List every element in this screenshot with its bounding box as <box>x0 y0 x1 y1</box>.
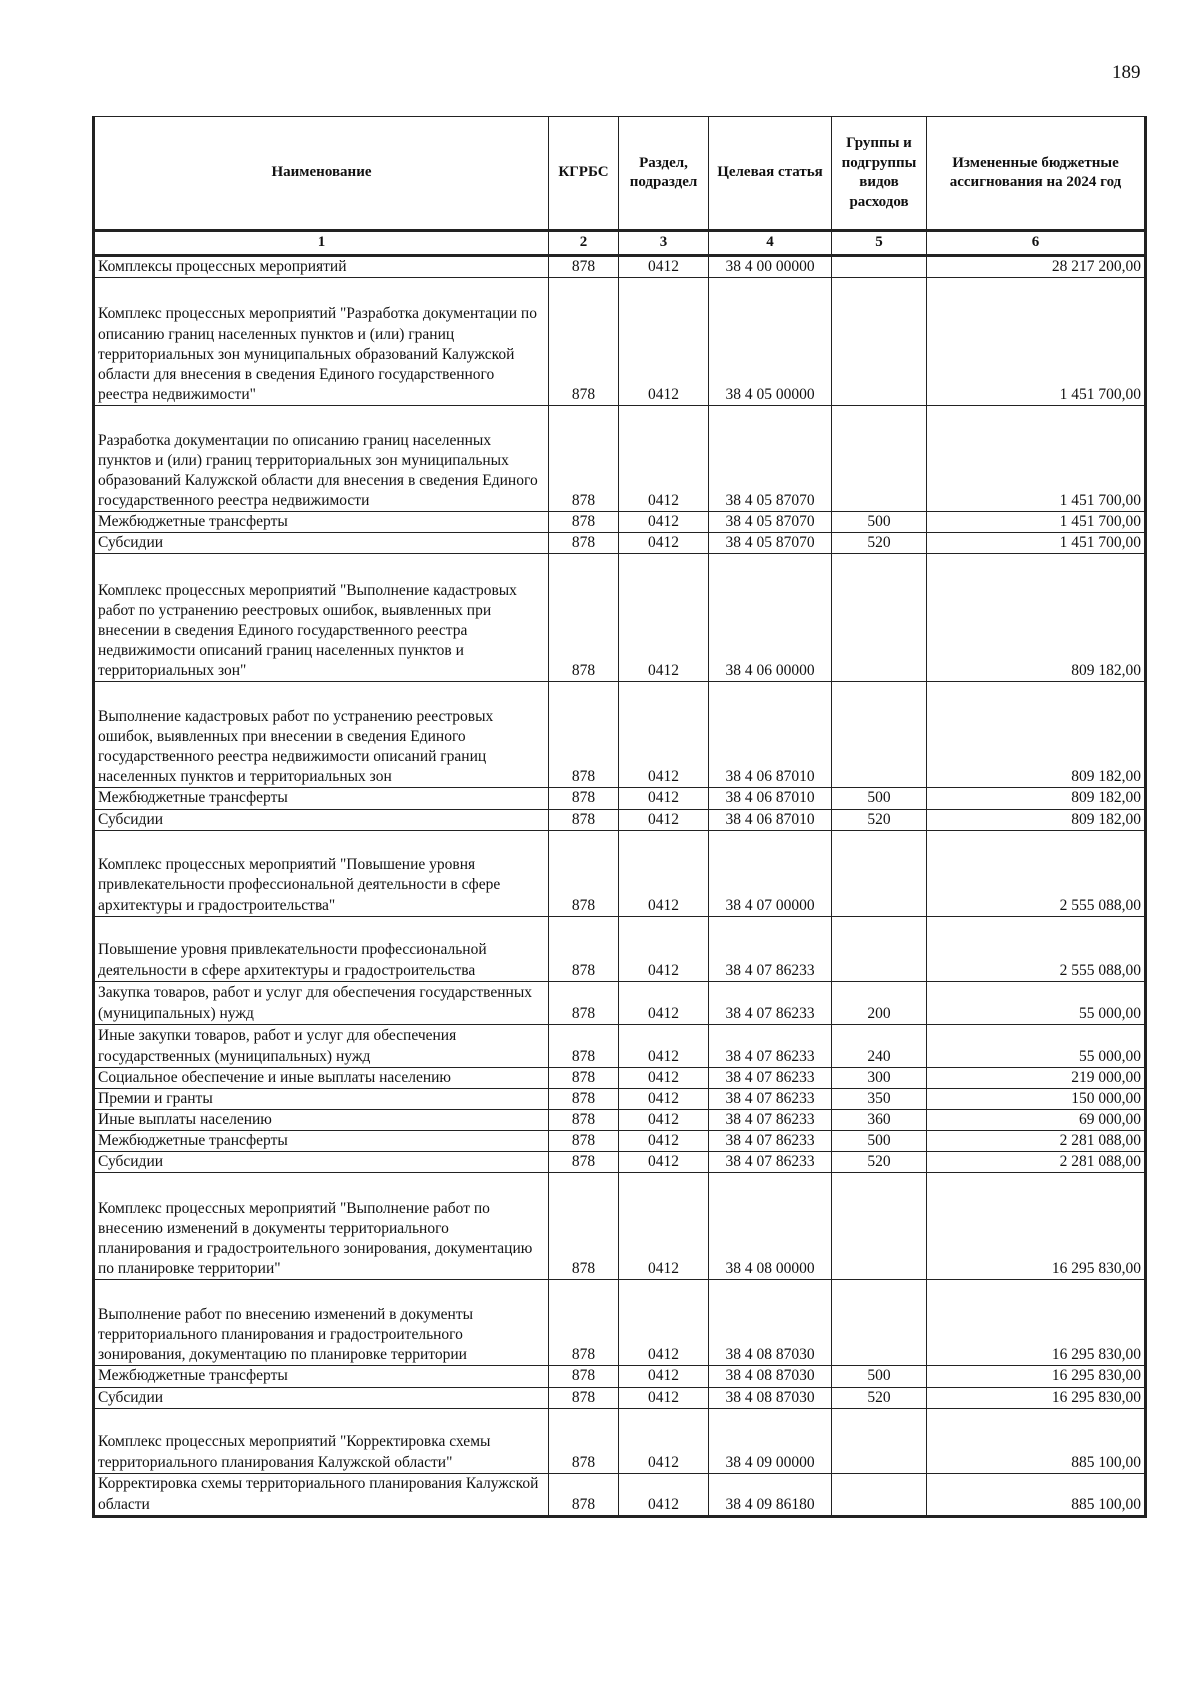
row-target-article: 38 4 00 00000 <box>709 256 832 278</box>
row-expense-group <box>832 1173 927 1280</box>
row-name: Комплекс процессных мероприятий "Выполнение работ по внесению изменений в документы территориального планирования и градостроительного зонирования, документацию по планировке территории" <box>94 1173 549 1280</box>
row-target-article: 38 4 08 87030 <box>709 1280 832 1366</box>
row-target-article: 38 4 08 00000 <box>709 1173 832 1280</box>
row-kgrbs: 878 <box>549 1131 619 1152</box>
table-row <box>94 533 1146 554</box>
row-section: 0412 <box>619 682 709 788</box>
table-row <box>94 981 1146 1024</box>
row-expense-group <box>832 1473 927 1516</box>
table-row <box>94 1173 1146 1280</box>
row-expense-group <box>832 1408 927 1473</box>
row-target-article: 38 4 06 00000 <box>709 554 832 682</box>
row-kgrbs: 878 <box>549 1408 619 1473</box>
row-expense-group: 520 <box>832 533 927 554</box>
row-kgrbs: 878 <box>549 278 619 406</box>
row-section: 0412 <box>619 1109 709 1130</box>
row-amount: 16 295 830,00 <box>927 1366 1146 1387</box>
row-expense-group <box>832 278 927 406</box>
row-name: Субсидии <box>94 1152 549 1173</box>
row-kgrbs: 878 <box>549 1088 619 1109</box>
row-amount: 28 217 200,00 <box>927 256 1146 278</box>
row-section: 0412 <box>619 916 709 981</box>
table-row <box>94 1131 1146 1152</box>
row-section: 0412 <box>619 512 709 533</box>
header-target-article: Целевая статья <box>709 117 832 231</box>
row-expense-group <box>832 830 927 916</box>
row-kgrbs: 878 <box>549 1067 619 1088</box>
row-section: 0412 <box>619 406 709 512</box>
row-name: Субсидии <box>94 809 549 830</box>
row-name: Выполнение работ по внесению изменений в документы территориального планирования и градостроительного зонирования, документацию по планировке территории <box>94 1280 549 1366</box>
row-kgrbs: 878 <box>549 1280 619 1366</box>
row-kgrbs: 878 <box>549 533 619 554</box>
row-kgrbs: 878 <box>549 809 619 830</box>
table-row <box>94 406 1146 512</box>
row-amount: 1 451 700,00 <box>927 533 1146 554</box>
table-row <box>94 1408 1146 1473</box>
row-name: Социальное обеспечение и иные выплаты населению <box>94 1067 549 1088</box>
row-target-article: 38 4 09 86180 <box>709 1473 832 1516</box>
row-name: Выполнение кадастровых работ по устранению реестровых ошибок, выявленных при внесении в сведения Единого государственного реестра недвижимости описаний границ населенных пунктов и территориальных зон <box>94 682 549 788</box>
row-expense-group <box>832 256 927 278</box>
row-name: Межбюджетные трансферты <box>94 1366 549 1387</box>
header-kgrbs: КГРБС <box>549 117 619 231</box>
table-row <box>94 916 1146 981</box>
row-amount: 885 100,00 <box>927 1408 1146 1473</box>
row-expense-group <box>832 406 927 512</box>
table-row <box>94 278 1146 406</box>
row-expense-group <box>832 682 927 788</box>
row-amount: 809 182,00 <box>927 682 1146 788</box>
row-target-article: 38 4 07 86233 <box>709 1152 832 1173</box>
row-expense-group: 350 <box>832 1088 927 1109</box>
row-name: Комплекс процессных мероприятий "Разработка документации по описанию границ населенных пунктов и (или) границ территориальных зон муниципальных образований Калужской области для внесения в сведения Единого государственного реестра недвижимости" <box>94 278 549 406</box>
row-name: Комплекс процессных мероприятий "Выполнение кадастровых работ по устранению реестровых ошибок, выявленных при внесении в сведения Единого государственного реестра недвижимости описаний границ населенных пунктов и территориальных зон" <box>94 554 549 682</box>
row-amount: 885 100,00 <box>927 1473 1146 1516</box>
table-row <box>94 554 1146 682</box>
row-target-article: 38 4 07 86233 <box>709 1067 832 1088</box>
row-expense-group <box>832 1280 927 1366</box>
table-body <box>94 256 1146 1517</box>
row-target-article: 38 4 07 86233 <box>709 916 832 981</box>
row-expense-group: 520 <box>832 809 927 830</box>
budget-allocation-table <box>92 116 1147 1518</box>
row-section: 0412 <box>619 256 709 278</box>
row-name: Иные закупки товаров, работ и услуг для обеспечения государственных (муниципальных) нужд <box>94 1024 549 1067</box>
row-amount: 809 182,00 <box>927 554 1146 682</box>
header-row <box>94 117 1146 231</box>
row-amount: 2 555 088,00 <box>927 830 1146 916</box>
table-row <box>94 1387 1146 1408</box>
row-amount: 16 295 830,00 <box>927 1173 1146 1280</box>
row-target-article: 38 4 07 00000 <box>709 830 832 916</box>
row-target-article: 38 4 06 87010 <box>709 809 832 830</box>
table-row <box>94 1088 1146 1109</box>
table-row <box>94 1473 1146 1516</box>
header-expense-groups: Группы и подгруппы видов расходов <box>832 117 927 231</box>
column-number: 2 <box>549 231 619 256</box>
row-section: 0412 <box>619 1088 709 1109</box>
row-target-article: 38 4 08 87030 <box>709 1366 832 1387</box>
table-row <box>94 512 1146 533</box>
row-kgrbs: 878 <box>549 1024 619 1067</box>
row-kgrbs: 878 <box>549 1152 619 1173</box>
row-amount: 2 555 088,00 <box>927 916 1146 981</box>
row-expense-group: 200 <box>832 981 927 1024</box>
column-number-row <box>94 231 1146 256</box>
row-amount: 1 451 700,00 <box>927 406 1146 512</box>
row-target-article: 38 4 06 87010 <box>709 682 832 788</box>
row-section: 0412 <box>619 1408 709 1473</box>
row-name: Корректировка схемы территориального планирования Калужской области <box>94 1473 549 1516</box>
table-row <box>94 1024 1146 1067</box>
row-amount: 2 281 088,00 <box>927 1152 1146 1173</box>
row-section: 0412 <box>619 1067 709 1088</box>
header-allocations: Измененные бюджетные ассигнования на 2024 год <box>927 117 1146 231</box>
row-section: 0412 <box>619 830 709 916</box>
page-number: 189 <box>1112 62 1141 83</box>
row-section: 0412 <box>619 981 709 1024</box>
row-expense-group <box>832 554 927 682</box>
row-expense-group: 360 <box>832 1109 927 1130</box>
row-expense-group: 500 <box>832 1131 927 1152</box>
row-name: Межбюджетные трансферты <box>94 512 549 533</box>
table-row <box>94 1109 1146 1130</box>
row-section: 0412 <box>619 1131 709 1152</box>
row-name: Субсидии <box>94 533 549 554</box>
row-name: Премии и гранты <box>94 1088 549 1109</box>
row-kgrbs: 878 <box>549 512 619 533</box>
header-section: Раздел, подраздел <box>619 117 709 231</box>
row-target-article: 38 4 07 86233 <box>709 1109 832 1130</box>
row-target-article: 38 4 05 00000 <box>709 278 832 406</box>
row-section: 0412 <box>619 788 709 809</box>
row-name: Закупка товаров, работ и услуг для обеспечения государственных (муниципальных) нужд <box>94 981 549 1024</box>
row-expense-group: 240 <box>832 1024 927 1067</box>
row-target-article: 38 4 05 87070 <box>709 406 832 512</box>
row-target-article: 38 4 09 00000 <box>709 1408 832 1473</box>
row-section: 0412 <box>619 1280 709 1366</box>
row-amount: 2 281 088,00 <box>927 1131 1146 1152</box>
row-kgrbs: 878 <box>549 406 619 512</box>
row-amount: 16 295 830,00 <box>927 1280 1146 1366</box>
row-name: Повышение уровня привлекательности профессиональной деятельности в сфере архитектуры и градостроительства <box>94 916 549 981</box>
row-amount: 55 000,00 <box>927 1024 1146 1067</box>
row-expense-group: 300 <box>832 1067 927 1088</box>
row-kgrbs: 878 <box>549 256 619 278</box>
row-section: 0412 <box>619 1024 709 1067</box>
row-section: 0412 <box>619 533 709 554</box>
row-expense-group: 520 <box>832 1387 927 1408</box>
row-section: 0412 <box>619 278 709 406</box>
row-kgrbs: 878 <box>549 554 619 682</box>
row-name: Разработка документации по описанию границ населенных пунктов и (или) границ территориальных зон муниципальных образований Калужской области для внесения в сведения Единого государственного реестра недвижимости <box>94 406 549 512</box>
row-target-article: 38 4 07 86233 <box>709 1131 832 1152</box>
row-target-article: 38 4 08 87030 <box>709 1387 832 1408</box>
column-number: 1 <box>94 231 549 256</box>
row-kgrbs: 878 <box>549 788 619 809</box>
row-expense-group: 500 <box>832 1366 927 1387</box>
row-name: Субсидии <box>94 1387 549 1408</box>
row-amount: 16 295 830,00 <box>927 1387 1146 1408</box>
table-row <box>94 788 1146 809</box>
row-amount: 219 000,00 <box>927 1067 1146 1088</box>
row-expense-group <box>832 916 927 981</box>
row-amount: 809 182,00 <box>927 809 1146 830</box>
table-row <box>94 1366 1146 1387</box>
table-row <box>94 256 1146 278</box>
row-name: Межбюджетные трансферты <box>94 788 549 809</box>
table-row <box>94 1067 1146 1088</box>
row-amount: 55 000,00 <box>927 981 1146 1024</box>
row-kgrbs: 878 <box>549 1387 619 1408</box>
table-row <box>94 682 1146 788</box>
table-row <box>94 1280 1146 1366</box>
row-section: 0412 <box>619 1473 709 1516</box>
row-section: 0412 <box>619 1366 709 1387</box>
row-section: 0412 <box>619 1173 709 1280</box>
row-section: 0412 <box>619 1387 709 1408</box>
row-amount: 150 000,00 <box>927 1088 1146 1109</box>
row-kgrbs: 878 <box>549 981 619 1024</box>
row-kgrbs: 878 <box>549 1173 619 1280</box>
column-number: 3 <box>619 231 709 256</box>
table-row <box>94 1152 1146 1173</box>
row-kgrbs: 878 <box>549 1366 619 1387</box>
row-name: Комплекс процессных мероприятий "Корректировка схемы территориального планирования Калужской области" <box>94 1408 549 1473</box>
row-amount: 1 451 700,00 <box>927 278 1146 406</box>
row-target-article: 38 4 05 87070 <box>709 533 832 554</box>
row-name: Межбюджетные трансферты <box>94 1131 549 1152</box>
row-target-article: 38 4 07 86233 <box>709 981 832 1024</box>
row-kgrbs: 878 <box>549 830 619 916</box>
row-expense-group: 520 <box>832 1152 927 1173</box>
row-target-article: 38 4 05 87070 <box>709 512 832 533</box>
row-amount: 69 000,00 <box>927 1109 1146 1130</box>
column-number: 4 <box>709 231 832 256</box>
table-row <box>94 809 1146 830</box>
row-amount: 809 182,00 <box>927 788 1146 809</box>
row-target-article: 38 4 07 86233 <box>709 1088 832 1109</box>
row-expense-group: 500 <box>832 512 927 533</box>
row-kgrbs: 878 <box>549 1473 619 1516</box>
table-row <box>94 830 1146 916</box>
row-expense-group: 500 <box>832 788 927 809</box>
row-amount: 1 451 700,00 <box>927 512 1146 533</box>
row-target-article: 38 4 07 86233 <box>709 1024 832 1067</box>
header-name: Наименование <box>94 117 549 231</box>
row-name: Комплексы процессных мероприятий <box>94 256 549 278</box>
row-section: 0412 <box>619 554 709 682</box>
row-target-article: 38 4 06 87010 <box>709 788 832 809</box>
row-section: 0412 <box>619 809 709 830</box>
column-number: 5 <box>832 231 927 256</box>
row-name: Иные выплаты населению <box>94 1109 549 1130</box>
row-kgrbs: 878 <box>549 682 619 788</box>
row-section: 0412 <box>619 1152 709 1173</box>
row-name: Комплекс процессных мероприятий "Повышение уровня привлекательности профессиональной деятельности в сфере архитектуры и градостроительства" <box>94 830 549 916</box>
row-kgrbs: 878 <box>549 1109 619 1130</box>
column-number: 6 <box>927 231 1146 256</box>
row-kgrbs: 878 <box>549 916 619 981</box>
